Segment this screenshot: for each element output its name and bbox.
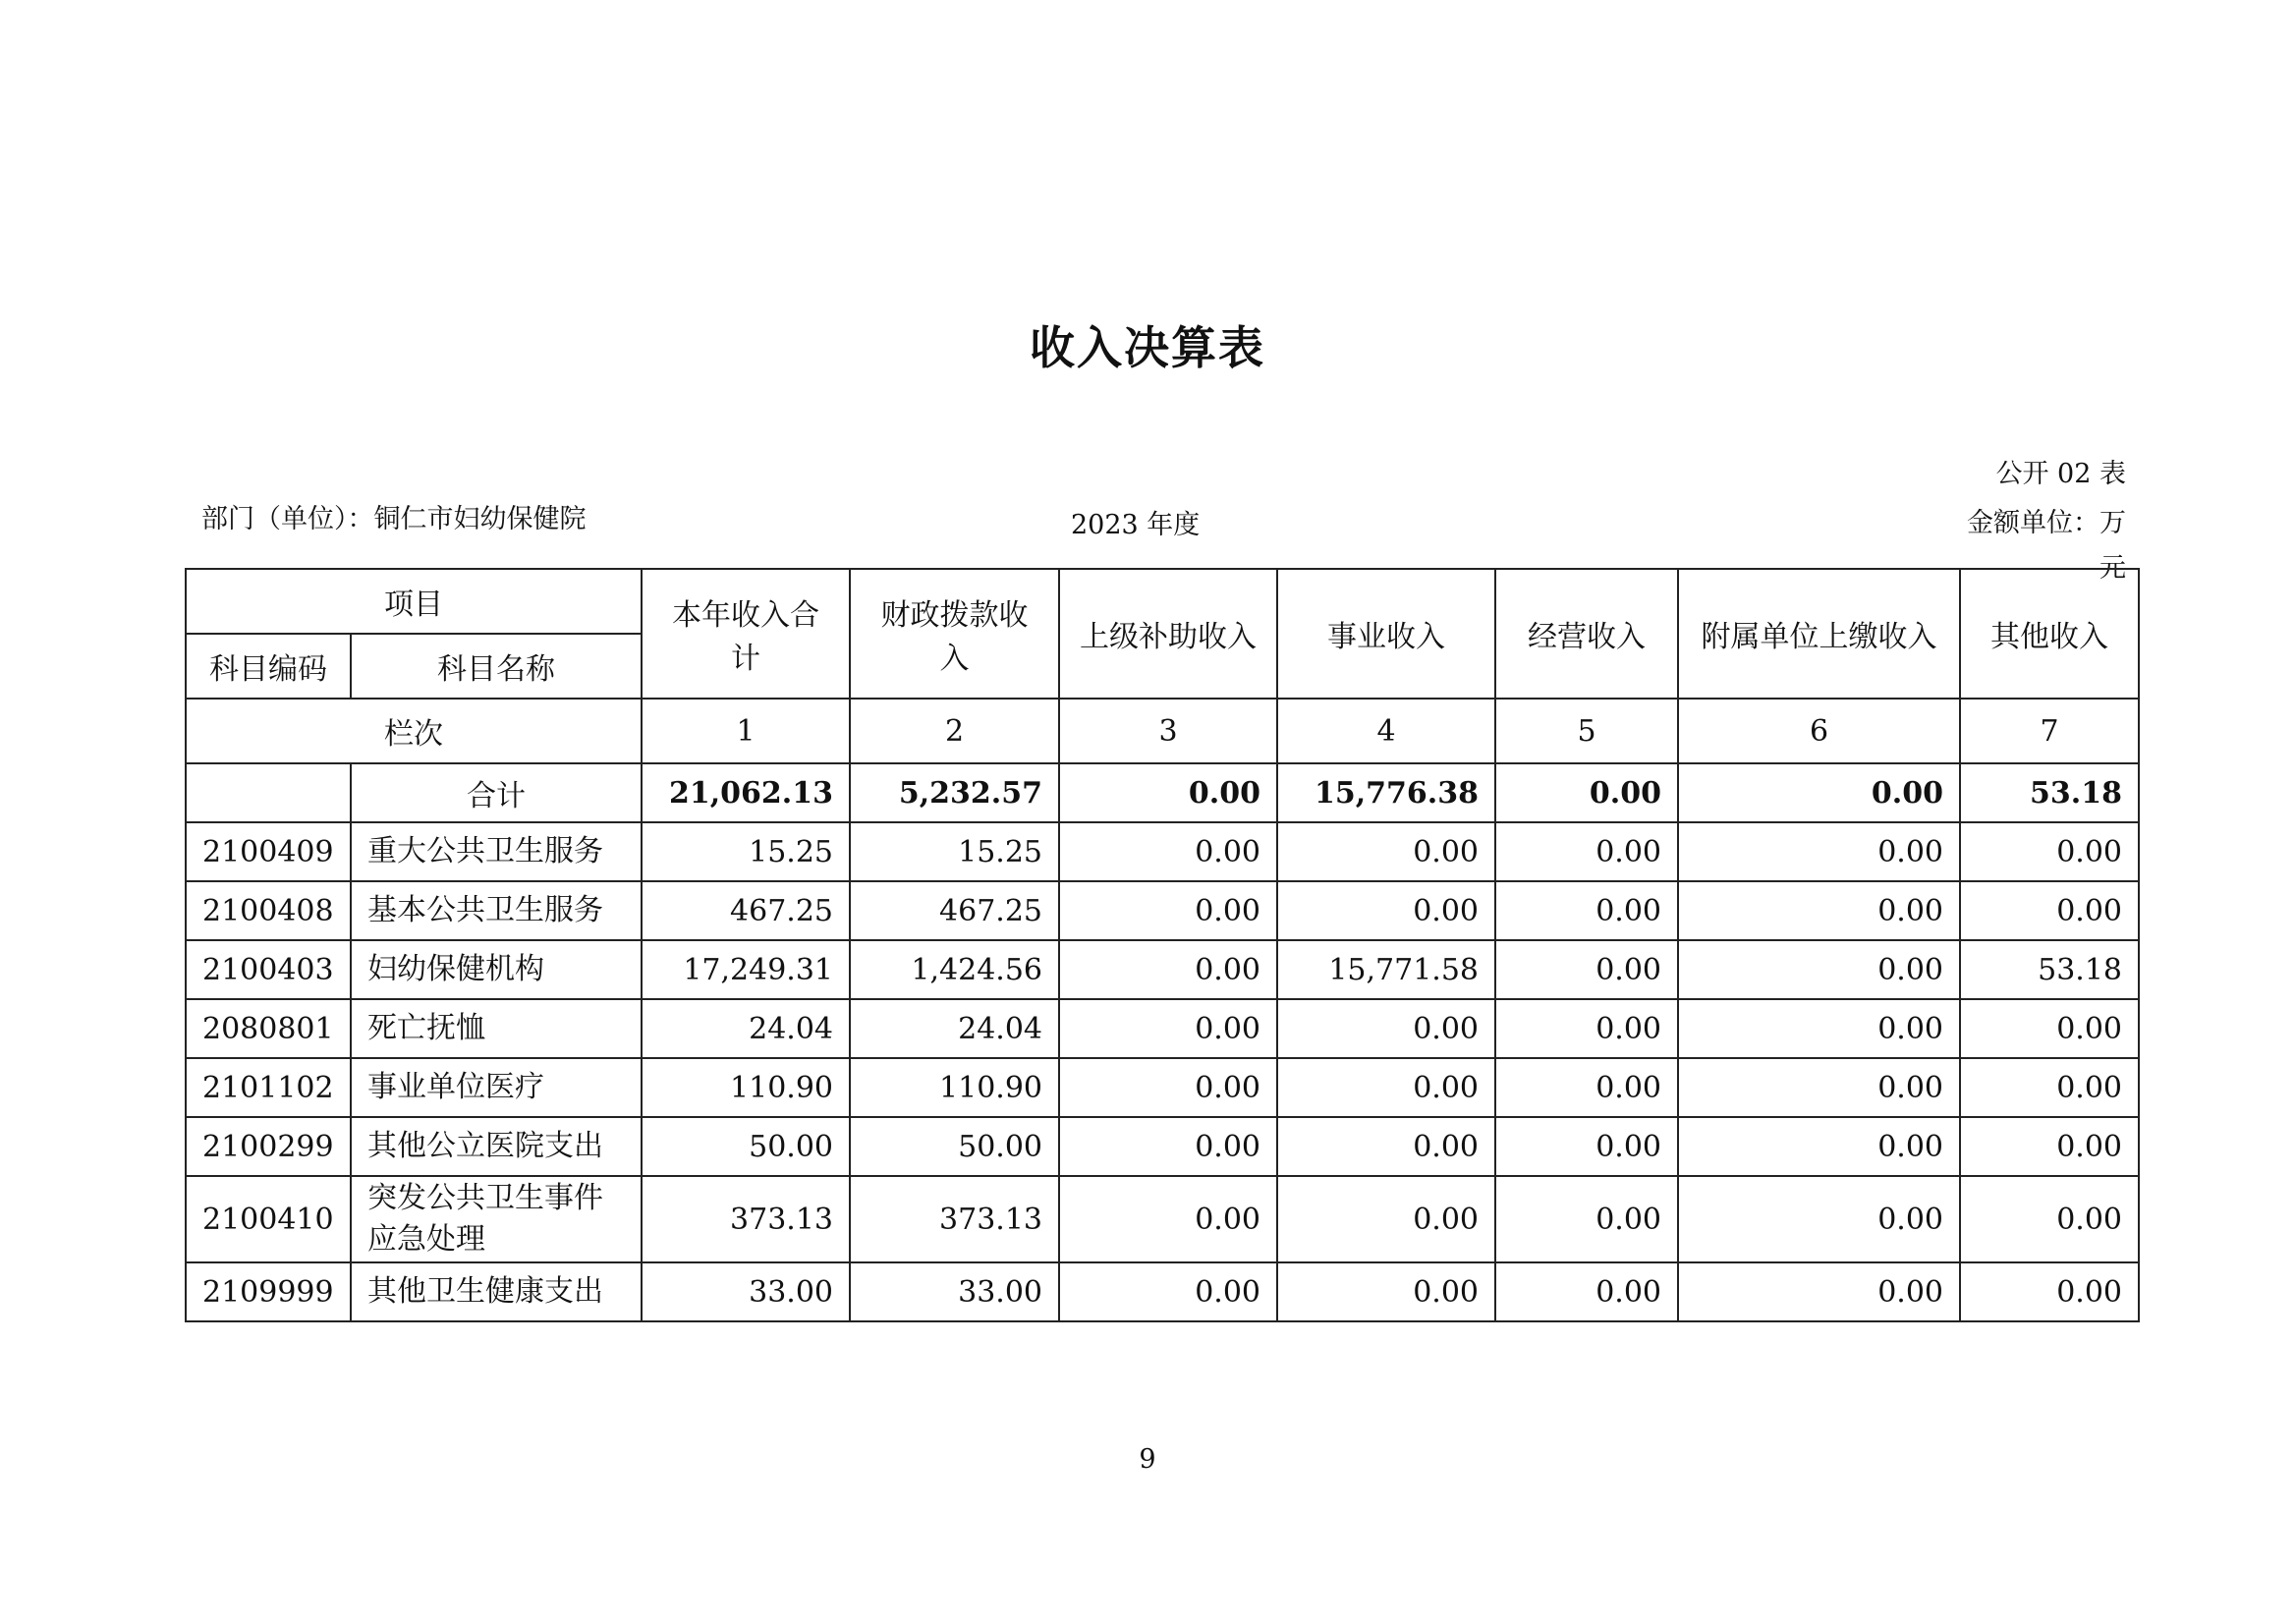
subject-name: 死亡抚恤 — [351, 999, 642, 1058]
amount-cell: 0.00 — [1678, 999, 1960, 1058]
table-row — [186, 822, 2139, 881]
amount-cell: 0.00 — [1277, 1176, 1495, 1262]
amount-cell: 0.00 — [1277, 881, 1495, 940]
amount-cell: 373.13 — [642, 1176, 850, 1262]
amount-unit: 金额单位：万元 — [1967, 508, 2126, 584]
total-value: 15,776.38 — [1277, 763, 1495, 822]
amount-cell: 0.00 — [1960, 1176, 2139, 1262]
lanci-label: 栏次 — [186, 699, 642, 763]
subject-name: 其他卫生健康支出 — [351, 1262, 642, 1321]
amount-cell: 0.00 — [1277, 1117, 1495, 1176]
header-col-3: 上级补助收入 — [1059, 569, 1277, 699]
table-row — [186, 1262, 2139, 1321]
amount-cell: 0.00 — [1277, 1262, 1495, 1321]
column-number: 6 — [1678, 699, 1960, 763]
subject-name: 事业单位医疗 — [351, 1058, 642, 1117]
column-number: 7 — [1960, 699, 2139, 763]
amount-cell: 0.00 — [1678, 1176, 1960, 1262]
fiscal-year: 2023 年度 — [1071, 510, 1201, 540]
amount-cell: 0.00 — [1495, 1176, 1678, 1262]
amount-cell: 15.25 — [642, 822, 850, 881]
amount-cell: 0.00 — [1495, 1262, 1678, 1321]
header-col-7: 其他收入 — [1960, 569, 2139, 699]
amount-cell: 0.00 — [1495, 822, 1678, 881]
total-row — [186, 763, 2139, 822]
amount-cell: 0.00 — [1960, 822, 2139, 881]
subject-code: 2100409 — [186, 822, 351, 881]
amount-cell: 0.00 — [1495, 1117, 1678, 1176]
amount-cell: 0.00 — [1059, 1058, 1277, 1117]
amount-cell: 373.13 — [850, 1176, 1059, 1262]
amount-cell: 0.00 — [1960, 1262, 2139, 1321]
amount-cell: 0.00 — [1960, 881, 2139, 940]
amount-cell: 33.00 — [850, 1262, 1059, 1321]
total-value: 0.00 — [1059, 763, 1277, 822]
amount-cell: 24.04 — [850, 999, 1059, 1058]
department-label: 部门（单位）：铜仁市妇幼保健院 — [201, 504, 587, 534]
amount-cell: 0.00 — [1059, 1117, 1277, 1176]
amount-cell: 0.00 — [1059, 1176, 1277, 1262]
amount-cell: 53.18 — [1960, 940, 2139, 999]
amount-cell: 0.00 — [1960, 999, 2139, 1058]
total-value: 53.18 — [1960, 763, 2139, 822]
header-col-5: 经营收入 — [1495, 569, 1678, 699]
table-row — [186, 940, 2139, 999]
amount-cell: 0.00 — [1678, 881, 1960, 940]
total-value: 21,062.13 — [642, 763, 850, 822]
column-number: 3 — [1059, 699, 1277, 763]
amount-cell: 1,424.56 — [850, 940, 1059, 999]
table-row — [186, 1058, 2139, 1117]
amount-cell: 17,249.31 — [642, 940, 850, 999]
amount-cell: 0.00 — [1678, 1058, 1960, 1117]
header-col-1: 本年收入合计 — [642, 569, 850, 699]
subject-code: 2100410 — [186, 1176, 351, 1262]
amount-cell: 15.25 — [850, 822, 1059, 881]
amount-cell: 0.00 — [1678, 822, 1960, 881]
form-number: 公开 02 表 — [1995, 459, 2126, 489]
amount-cell: 467.25 — [642, 881, 850, 940]
subject-name: 妇幼保健机构 — [351, 940, 642, 999]
header-col-2: 财政拨款收入 — [850, 569, 1059, 699]
total-value: 0.00 — [1678, 763, 1960, 822]
table-row — [186, 881, 2139, 940]
amount-cell: 0.00 — [1059, 940, 1277, 999]
amount-cell: 467.25 — [850, 881, 1059, 940]
amount-cell: 0.00 — [1277, 999, 1495, 1058]
column-number: 2 — [850, 699, 1059, 763]
subject-code: 2100299 — [186, 1117, 351, 1176]
total-label: 合计 — [351, 763, 642, 822]
total-value: 0.00 — [1495, 763, 1678, 822]
table-row — [186, 1176, 2139, 1262]
column-number: 4 — [1277, 699, 1495, 763]
table-row — [186, 1117, 2139, 1176]
total-code-cell — [186, 763, 351, 822]
header-name: 科目名称 — [351, 634, 642, 699]
amount-cell: 0.00 — [1495, 881, 1678, 940]
subject-name: 基本公共卫生服务 — [351, 881, 642, 940]
amount-cell: 24.04 — [642, 999, 850, 1058]
amount-cell: 33.00 — [642, 1262, 850, 1321]
amount-cell: 110.90 — [642, 1058, 850, 1117]
subject-code: 2080801 — [186, 999, 351, 1058]
subject-code: 2100408 — [186, 881, 351, 940]
total-value: 5,232.57 — [850, 763, 1059, 822]
amount-cell: 0.00 — [1059, 881, 1277, 940]
amount-cell: 110.90 — [850, 1058, 1059, 1117]
amount-cell: 0.00 — [1495, 999, 1678, 1058]
header-col-4: 事业收入 — [1277, 569, 1495, 699]
subject-code: 2100403 — [186, 940, 351, 999]
amount-cell: 0.00 — [1495, 940, 1678, 999]
amount-cell: 0.00 — [1960, 1117, 2139, 1176]
subject-name: 重大公共卫生服务 — [351, 822, 642, 881]
page-title: 收入决算表 — [1030, 321, 1265, 374]
income-table — [185, 568, 2140, 1322]
amount-cell: 0.00 — [1678, 1117, 1960, 1176]
column-number: 5 — [1495, 699, 1678, 763]
subject-name: 其他公立医院支出 — [351, 1117, 642, 1176]
amount-cell: 0.00 — [1960, 1058, 2139, 1117]
amount-cell: 0.00 — [1277, 822, 1495, 881]
header-code: 科目编码 — [186, 634, 351, 699]
amount-cell: 0.00 — [1678, 940, 1960, 999]
amount-cell: 0.00 — [1059, 822, 1277, 881]
amount-cell: 0.00 — [1277, 1058, 1495, 1117]
amount-cell: 0.00 — [1678, 1262, 1960, 1321]
amount-cell: 0.00 — [1059, 999, 1277, 1058]
table-row — [186, 999, 2139, 1058]
amount-cell: 50.00 — [850, 1117, 1059, 1176]
subject-name: 突发公共卫生事件应急处理 — [351, 1176, 642, 1262]
header-col-6: 附属单位上缴收入 — [1678, 569, 1960, 699]
amount-cell: 50.00 — [642, 1117, 850, 1176]
amount-cell: 0.00 — [1059, 1262, 1277, 1321]
header-item: 项目 — [186, 569, 642, 634]
subject-code: 2109999 — [186, 1262, 351, 1321]
amount-cell: 0.00 — [1495, 1058, 1678, 1117]
amount-cell: 15,771.58 — [1277, 940, 1495, 999]
subject-code: 2101102 — [186, 1058, 351, 1117]
column-number: 1 — [642, 699, 850, 763]
page-number: 9 — [1139, 1444, 1156, 1475]
